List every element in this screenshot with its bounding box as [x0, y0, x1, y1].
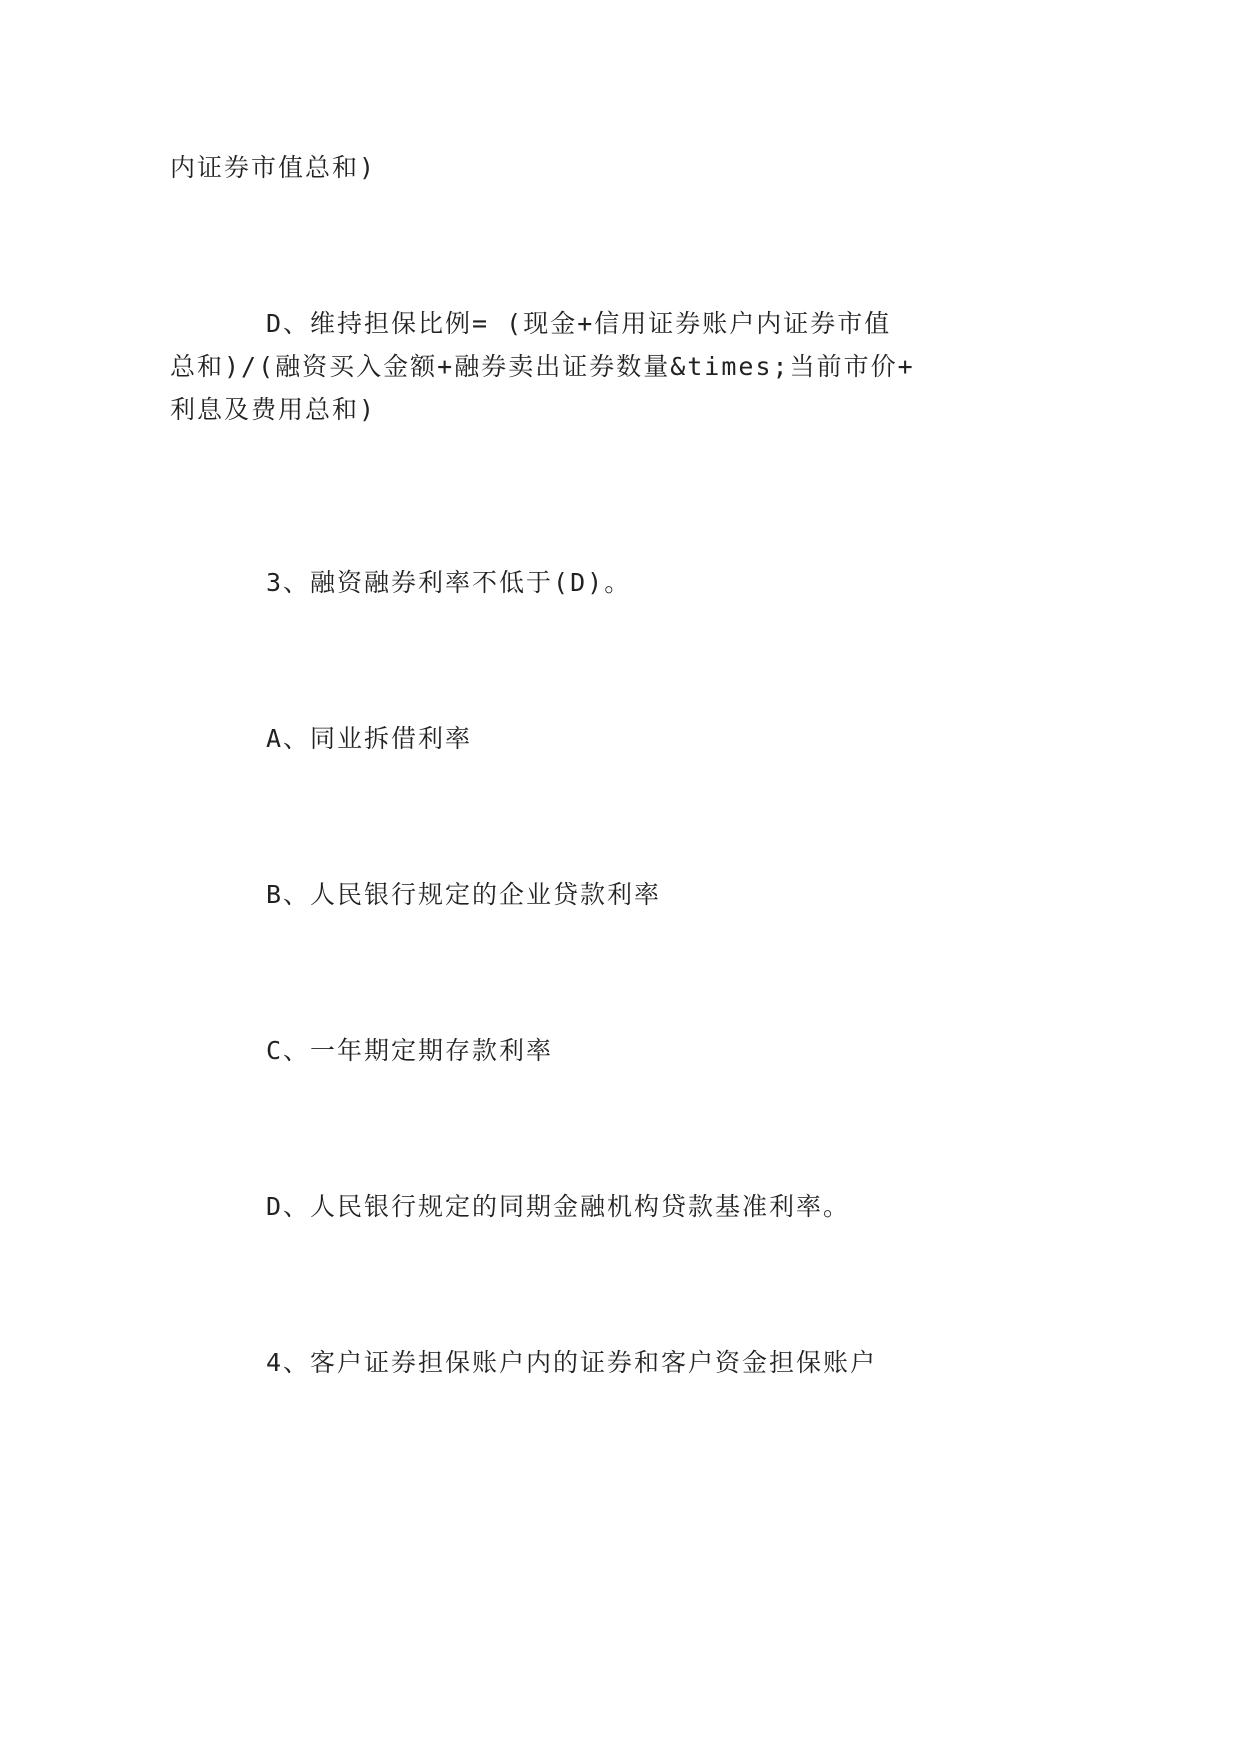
text-line: D、人民银行规定的同期金融机构贷款基准利率。 [266, 1192, 851, 1221]
option-b [266, 873, 956, 916]
question-4 [266, 1341, 956, 1384]
text-line: 3、融资融券利率不低于(D)。 [266, 568, 632, 597]
text-line: A、同业拆借利率 [266, 724, 473, 753]
paragraph-continuation [170, 146, 950, 189]
option-d-margin-ratio [170, 302, 950, 431]
text-line: 总和)/(融资买入金额+融券卖出证券数量&times;当前市价+ [170, 352, 915, 381]
text-line: C、一年期定期存款利率 [266, 1036, 554, 1065]
text-line: 4、客户证券担保账户内的证券和客户资金担保账户 [266, 1348, 878, 1377]
option-d [266, 1185, 956, 1228]
text-line: B、人民银行规定的企业贷款利率 [266, 880, 662, 909]
text-line: D、维持担保比例= (现金+信用证券账户内证券市值 [266, 309, 892, 338]
text-line: 利息及费用总和) [170, 395, 377, 424]
option-a [266, 717, 956, 760]
question-3 [266, 561, 956, 604]
option-c [266, 1029, 956, 1072]
text-line: 内证券市值总和) [170, 153, 377, 182]
